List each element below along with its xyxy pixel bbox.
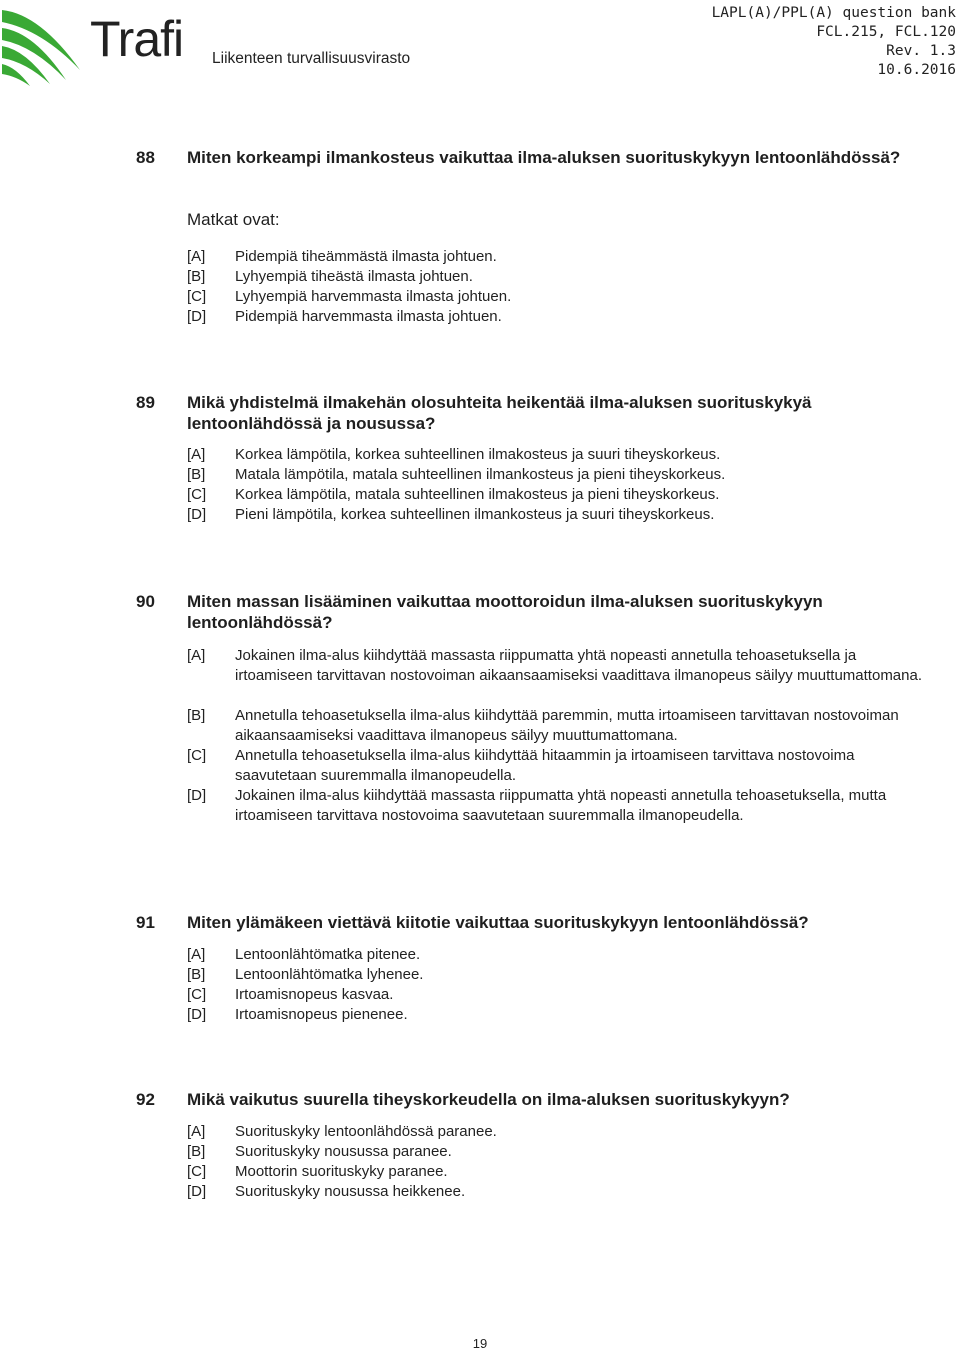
option-key: [D] [187,1183,207,1200]
option-list [0,445,960,525]
option-text: Matala lämpötila, matala suhteellinen ilmankosteus ja pieni tiheyskorkeus. [235,466,726,483]
option-list [0,1122,960,1202]
option-text: Suorituskyky nousussa heikkenee. [235,1183,466,1200]
option-key: [D] [187,506,207,523]
option-text: Lentoonlähtömatka pitenee. [235,946,421,963]
option-a[interactable] [0,1122,960,1142]
option-text: Korkea lämpötila, korkea suhteellinen ilmakosteus ja suuri tiheyskorkeus. [235,446,721,463]
option-text: Jokainen ilma-alus kiihdyttää massasta riippumatta yhtä nopeasti annetulla tehoasetuksella, mutta irtoamiseen tarvittava nostovoima saavutetaan suuremmalla ilmanopeudella. [235,787,887,824]
document-info [712,4,956,80]
option-text: Irtoamisnopeus kasvaa. [235,986,394,1003]
option-text: Lentoonlähtömatka lyhenee. [235,966,424,983]
option-text: Korkea lämpötila, matala suhteellinen ilmakosteus ja pieni tiheyskorkeus. [235,486,720,503]
option-text: Pidempiä harvemmasta ilmasta johtuen. [235,308,502,325]
option-list [0,945,960,1025]
option-text: Lyhyempiä tiheästä ilmasta johtuen. [235,268,473,285]
option-b[interactable] [0,1142,960,1162]
question-number: 90 [136,592,155,611]
option-list [0,646,960,846]
option-key: [A] [187,1123,206,1140]
option-a[interactable] [0,646,960,706]
doc-reference: FCL.215, FCL.120 [816,24,956,40]
option-b[interactable] [0,267,960,287]
option-b[interactable] [0,965,960,985]
option-text: Irtoamisnopeus pienenee. [235,1006,408,1023]
option-key: [C] [187,747,207,764]
option-c[interactable] [0,485,960,505]
option-d[interactable] [0,505,960,525]
option-b[interactable] [0,465,960,485]
option-c[interactable] [0,1162,960,1182]
question-text: Miten massan lisääminen vaikuttaa moottoroidun ilma-aluksen suorituskykyyn lentoonlähdössä? [187,592,823,632]
brand-subtitle: Liikenteen turvallisuusvirasto [212,50,411,67]
trafi-logo [0,0,420,92]
option-key: [C] [187,1163,207,1180]
brand-name: Trafi [90,11,184,67]
option-text: Suorituskyky nousussa paranee. [235,1143,452,1160]
option-c[interactable] [0,746,960,786]
option-key: [B] [187,966,206,983]
option-text: Moottorin suorituskyky paranee. [235,1163,448,1180]
option-a[interactable] [0,445,960,465]
option-key: [C] [187,486,207,503]
option-key: [A] [187,248,206,265]
doc-date: 10.6.2016 [877,62,956,78]
question-number: 89 [136,393,155,412]
option-key: [C] [187,288,207,305]
option-text: Jokainen ilma-alus kiihdyttää massasta riippumatta yhtä nopeasti annetulla tehoasetuksella ja irtoamiseen tarvittavan nostovoiman aikaansaamiseksi vaadittava ilmanopeus säilyy muuttumattomana. [235,647,923,684]
question-text: Miten korkeampi ilmankosteus vaikuttaa ilma-aluksen suorituskykyyn lentoonlähdössä? [187,148,901,167]
option-text: Annetulla tehoasetuksella ilma-alus kiihdyttää paremmin, mutta irtoamiseen tarvittavan nostovoiman aikaansaamiseksi vaadittava ilmanopeus säilyy muuttumattomana. [235,707,899,744]
question-text: Miten ylämäkeen viettävä kiitotie vaikuttaa suorituskykyyn lentoonlähdössä? [187,913,809,932]
page-header [0,0,960,100]
question-number: 91 [136,913,155,932]
option-c[interactable] [0,985,960,1005]
option-key: [B] [187,268,206,285]
question-number: 92 [136,1090,155,1109]
option-text: Pidempiä tiheämmästä ilmasta johtuen. [235,248,497,265]
option-list [0,247,960,327]
doc-revision: Rev. 1.3 [886,43,956,59]
option-text: Lyhyempiä harvemmasta ilmasta johtuen. [235,288,512,305]
option-text: Annetulla tehoasetuksella ilma-alus kiihdyttää hitaammin ja irtoamiseen tarvittava nostovoima saavutetaan suuremmalla ilmanopeudella. [235,747,855,784]
option-d[interactable] [0,307,960,327]
option-key: [B] [187,1143,206,1160]
option-key: [B] [187,707,206,724]
option-key: [A] [187,647,206,664]
question-text: Mikä vaikutus suurella tiheyskorkeudella on ilma-aluksen suorituskykyyn? [187,1090,790,1109]
page-number: 19 [472,1336,488,1351]
option-key: [A] [187,446,206,463]
option-key: [B] [187,466,206,483]
question-lead: Matkat ovat: [187,210,280,229]
trafi-swoosh-icon [0,0,100,92]
doc-title: LAPL(A)/PPL(A) question bank [711,5,956,21]
option-a[interactable] [0,945,960,965]
option-b[interactable] [0,706,960,746]
option-key: [D] [187,308,207,325]
option-key: [D] [187,787,207,804]
option-d[interactable] [0,1005,960,1025]
option-d[interactable] [0,1182,960,1202]
option-d[interactable] [0,786,960,846]
question-number: 88 [136,148,155,167]
option-key: [C] [187,986,207,1003]
option-a[interactable] [0,247,960,267]
option-text: Suorituskyky lentoonlähdössä paranee. [235,1123,497,1140]
question-text: Mikä yhdistelmä ilmakehän olosuhteita heikentää ilma-aluksen suorituskykyä lentoonlähdössä ja nousussa? [187,393,812,433]
option-key: [D] [187,1006,207,1023]
option-key: [A] [187,946,206,963]
option-text: Pieni lämpötila, korkea suhteellinen ilmankosteus ja suuri tiheyskorkeus. [235,506,715,523]
option-c[interactable] [0,287,960,307]
